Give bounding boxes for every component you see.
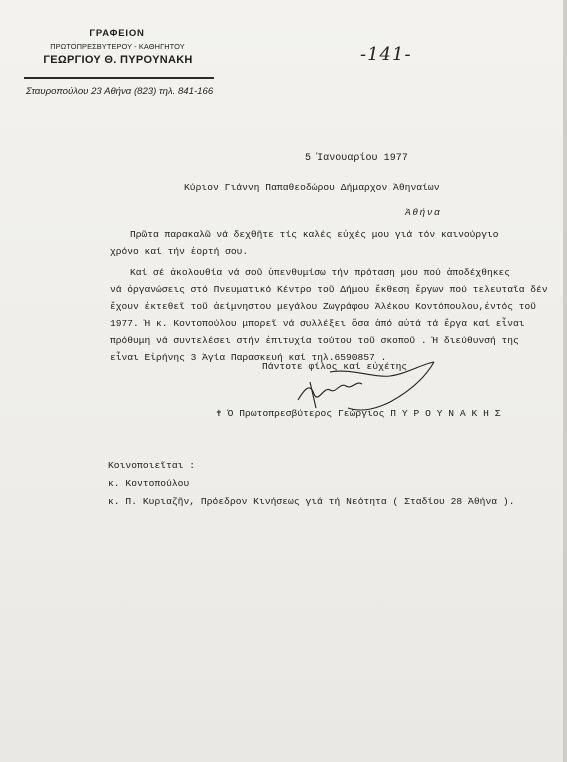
letter-date: 5 Ἰανουαρίου 1977 [305, 153, 408, 164]
paragraph-line: ἔχουν ἐκτεθεῖ τοῦ ἀείμνηστου μεγάλου Ζωγράφου Ἀλέκου Κοντόπουλου,ἐντός τοῦ [110, 301, 537, 312]
page-number: -141- [360, 44, 412, 65]
letterhead [0, 0, 567, 110]
handwritten-signature [290, 360, 450, 415]
paragraph-line: πρόθυμη νά συντελέσει στήν ἐπιτυχία τούτου τοῦ σκοποῦ . Ἡ διεύθυνσή της [110, 335, 519, 346]
paragraph-line: 1977. Ἡ κ. Κοντοπούλου μπορεῖ νά συλλέξει ὅσα ἀπό αὐτά τά ἔργα καί εἶναι [110, 318, 525, 329]
paragraph-exhibition [110, 264, 560, 366]
letter-recipient: Κύριον Γιάννη Παπαθεοδώρου Δήμαρχον Ἀθηναίων [184, 182, 440, 193]
paragraph-line: χρόνο καί τήν ἑορτή σου. [110, 246, 249, 257]
paragraph-line: νά ὀργανώσεις στό Πνευματικό Κέντρο τοῦ Δήμου ἔκθεση ἔργων πού τελευταῖα δέν [110, 284, 548, 295]
cc-recipient: κ. Κοντοπούλου [108, 478, 190, 489]
paragraph-greeting [110, 226, 560, 260]
paragraph-line: εἶναι Εἰρήνης 3 Ἁγία Παρασκευή καί τηλ.6590857 . [110, 352, 387, 363]
letterhead-name: ΓΕΩΡΓΙΟΥ Θ. ΠΥΡΟΥΝΑΚΗ [43, 54, 193, 66]
paragraph-line: Καί σέ ἀκολουθία νά σοῦ ὑπενθυμίσω τήν πρόταση μου πού ἀποδέχθηκες [130, 267, 510, 278]
letter-city: Ἀθήνα [405, 207, 442, 218]
cc-recipient: κ. Π. Κυριαζῆν, Πρόεδρον Κινήσεως γιά τή Νεότητα ( Σταδίου 28 Ἀθήνα ). [108, 496, 515, 507]
cc-heading: Κοινοποιεῖται : [108, 460, 196, 471]
letterhead-office: ΓΡΑΦΕΙΟΝ [89, 28, 145, 39]
letterhead-title: ΠΡΩΤΟΠΡΕΣΒΥΤΕΡΟΥ - ΚΑΘΗΓΗΤΟΥ [50, 42, 185, 51]
letterhead-divider [24, 77, 214, 79]
paragraph-line: Πρῶτα παρακαλῶ νά δεχθῆτε τίς καλές εὐχές μου γιά τόν καινούργιο [130, 229, 499, 240]
letterhead-address: Σταυροπούλου 23 Αθήνα (823) τηλ. 841-166 [26, 86, 214, 97]
letter-closing: Πάντοτε φίλος καί εὐχέτης [262, 361, 408, 372]
letter-signatory: ✝ Ὁ Πρωτοπρεσβύτερος Γεώργιος Π Υ Ρ Ο Υ Ν Α Κ Η Σ [216, 408, 501, 419]
paper-edge [563, 0, 567, 762]
